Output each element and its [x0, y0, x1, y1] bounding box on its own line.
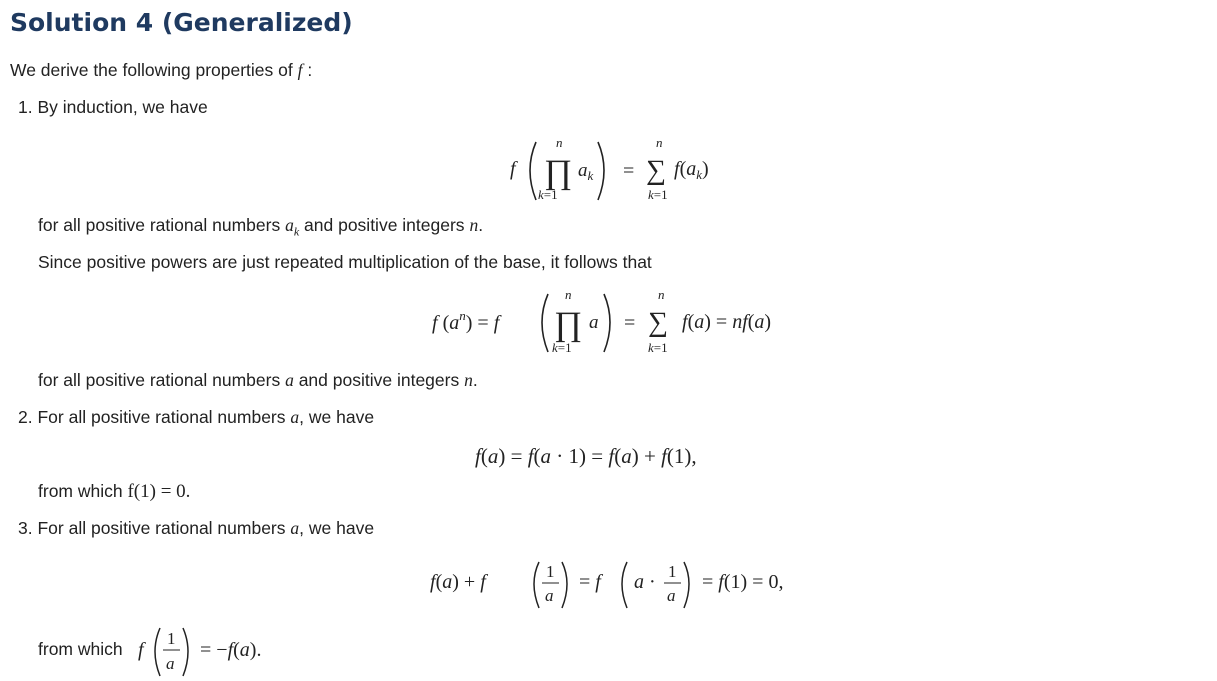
item-1-after2-text-a: for all positive rational numbers	[38, 370, 281, 390]
item-3-lead-text-b: , we have	[299, 518, 375, 538]
item-2-tail-math: f(1) = 0.	[127, 481, 191, 502]
svg-text:∏: ∏	[554, 306, 582, 343]
equation-product-sum	[500, 130, 760, 210]
intro-colon: :	[302, 60, 313, 80]
item-2-number: 2.	[18, 407, 33, 427]
item-2-tail-text: from which	[38, 481, 123, 501]
intro-f-symbol: f	[297, 60, 303, 80]
item-3-tail-text: from which	[38, 639, 123, 659]
item-1-lead	[18, 97, 208, 118]
svg-text:= f(1) = 0,: = f(1) = 0,	[702, 571, 784, 593]
intro-text: We derive the following properties of	[10, 60, 293, 80]
item-3-number: 3.	[18, 518, 33, 538]
item-1-after1-text-b: and positive integers	[304, 215, 465, 235]
item-1-after2-text-b: and positive integers	[298, 370, 460, 390]
svg-text:k=1: k=1	[648, 187, 668, 202]
item-2-tail	[38, 481, 190, 503]
item-3-lead-symbol: a	[290, 518, 300, 538]
svg-text:f: f	[510, 158, 516, 180]
equation-reciprocal	[424, 550, 844, 620]
svg-text:k=1: k=1	[538, 187, 558, 202]
svg-text:f(a) + f: f(a) + f	[430, 571, 486, 593]
svg-text:f: f	[138, 639, 144, 661]
item-2-lead-text-a: For all positive rational numbers	[37, 407, 286, 427]
item-1-after1-subscript: k	[293, 224, 300, 239]
item-2-lead-symbol: a	[290, 407, 300, 427]
item-2-lead-text-b: , we have	[299, 407, 375, 427]
item-1-lead-text: By induction, we have	[37, 97, 208, 117]
svg-text:a: a	[589, 312, 599, 333]
svg-text:a: a	[166, 654, 175, 673]
solution-title: Solution 4 (Generalized)	[10, 8, 353, 37]
svg-text:k=1: k=1	[648, 340, 668, 355]
svg-text:n: n	[658, 287, 665, 302]
svg-text:=: =	[623, 160, 635, 182]
item-1-after1-symbol: a	[285, 215, 294, 235]
svg-text:1: 1	[668, 562, 677, 581]
item-3-lead	[18, 518, 374, 539]
item-1-after1-text-a: for all positive rational numbers	[38, 215, 281, 235]
svg-text:f(a) = nf(a): f(a) = nf(a)	[682, 311, 772, 333]
svg-text:k=1: k=1	[552, 340, 572, 355]
svg-text:1: 1	[167, 629, 176, 648]
svg-text:∑: ∑	[648, 307, 668, 338]
item-1-after1-dot: .	[478, 215, 484, 235]
svg-text:n: n	[656, 135, 663, 150]
svg-text:a: a	[667, 586, 676, 605]
equation-identity	[470, 438, 790, 474]
item-1-mid-line: Since positive powers are just repeated multiplication of the base, it follows that	[38, 252, 652, 272]
item-3-tail	[38, 639, 123, 660]
item-1-number: 1.	[18, 97, 33, 117]
item-1-after-line-2	[38, 370, 478, 391]
item-1-after2-n: n	[464, 370, 473, 390]
item-1-after2-symbol: a	[285, 370, 294, 390]
svg-text:n: n	[565, 287, 572, 302]
svg-text:ak: $a_k$	[578, 160, 594, 183]
intro-line	[10, 60, 312, 81]
item-1-after-line-1	[38, 215, 483, 240]
item-3-lead-text-a: For all positive rational numbers	[37, 518, 286, 538]
item-2-lead	[18, 407, 374, 428]
item-1-after2-dot: .	[472, 370, 478, 390]
svg-text:a ·: a ·	[634, 571, 656, 593]
svg-text:1: 1	[546, 562, 555, 581]
svg-text:f (an) = f: f $(a^n) = f$	[432, 308, 500, 334]
svg-text:a: a	[545, 586, 554, 605]
svg-text:= f: = f	[579, 571, 601, 593]
svg-text:=: =	[624, 312, 636, 334]
item-1-after1-n: n	[469, 215, 479, 235]
equation-power	[424, 282, 824, 362]
svg-text:f(a) = f(a · 1) = f(a) + f(1),: f(a) = f(a · 1) = f(a) + f(1),	[475, 444, 697, 468]
equation-reciprocal-result	[134, 620, 324, 680]
svg-text:n: n	[556, 135, 563, 150]
svg-text:∏: ∏	[544, 154, 572, 191]
svg-text:f(ak): $f(a_k)$	[674, 158, 709, 182]
svg-text:∑: ∑	[646, 155, 666, 186]
svg-text:= −f(a).: = −f(a).	[200, 639, 262, 661]
